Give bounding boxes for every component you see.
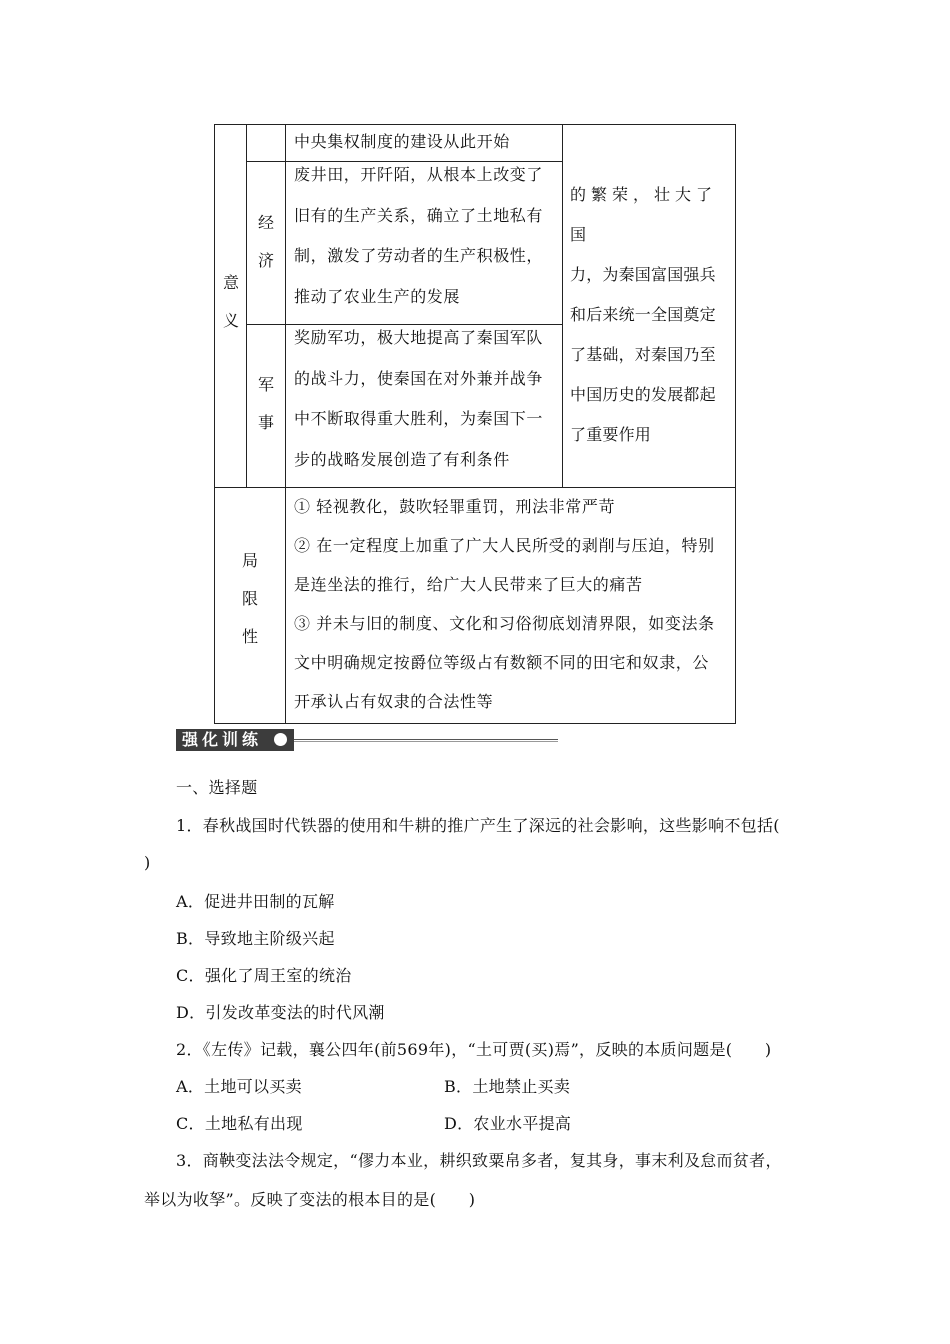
reform-summary-table [214,124,736,724]
question-2-option-c[interactable]: C．土地私有出现 [176,1114,303,1133]
text-line: ③ 并未与旧的制度、文化和习俗彻底划清界限，如变法条 [294,614,715,633]
text-line: 了基础，对秦国乃至 [570,345,716,364]
text-line: 推动了农业生产的发展 [294,286,461,306]
text-line: ① 轻视教化，鼓吹轻罪重罚，刑法非常严苛 [294,497,616,516]
question-2-option-d[interactable]: D．农业水平提高 [444,1114,572,1133]
table-divider [562,124,563,487]
text-line: 的战斗力，使秦国在对外兼并战争 [294,368,544,388]
text-line: ② 在一定程度上加重了广大人民所受的剥削与压迫，特别 [294,536,715,555]
question-1-stem: 1．春秋战国时代铁器的使用和牛耕的推广产生了深远的社会影响，这些影响不包括( [176,816,780,835]
summary-text [570,175,730,455]
section-header-title: 强化训练 [182,730,263,749]
exercise-heading: 一、选择题 [176,778,258,797]
row-political-text: 中央集权制度的建设从此开始 [294,132,510,151]
bullet-dot-icon [274,733,287,746]
text-line: 废井田，开阡陌，从根本上改变了 [294,165,544,184]
text-line: 是连坐法的推行，给广大人民带来了巨大的痛苦 [294,575,643,594]
row-economy-text [294,155,543,317]
section-header [176,727,558,753]
text-line: 步的战略发展创造了有利条件 [294,449,510,469]
text-line: 和后来统一全国奠定 [570,305,716,324]
text-line: 文中明确规定按爵位等级占有数额不同的田宅和奴隶，公 [294,653,710,672]
header-rule [294,739,558,740]
question-1-option-c[interactable]: C．强化了周王室的统治 [176,966,352,985]
question-2-option-b[interactable]: B．土地禁止买卖 [444,1077,571,1096]
question-3-stem: 3．商鞅变法法令规定，“僇力本业，耕织致粟帛多者，复其身，事末利及怠而贫者， [176,1151,782,1170]
table-border-bottom [214,723,736,724]
header-rule [294,741,558,742]
limitation-text [294,487,715,721]
question-1-option-d[interactable]: D．引发改革变法的时代风潮 [176,1003,385,1022]
text-line: 中国历史的发展都起 [570,385,716,404]
military-label: 军 事 [257,375,274,432]
limitation-label: 局 限 性 [241,551,258,646]
text-line: 了重要作用 [570,425,652,444]
question-1-option-a[interactable]: A．促进井田制的瓦解 [176,892,335,911]
significance-label: 意 义 [222,273,239,330]
question-1-stem-cont: ) [144,853,151,872]
question-2-stem: 2．《左传》记载，襄公四年(前569年)，“土可贾(买)焉”，反映的本质问题是( ) [176,1040,772,1059]
row-military-text [294,318,543,480]
table-border-left [214,124,215,724]
text-line: 开承认占有奴隶的合法性等 [294,692,494,711]
table-border-right [735,124,736,724]
text-line: 奖励军功，极大地提高了秦国军队 [294,328,544,347]
question-1-option-b[interactable]: B．导致地主阶级兴起 [176,929,335,948]
economy-label: 经 济 [257,213,274,270]
text-line: 制，激发了劳动者的生产积极性， [294,246,544,265]
question-3-stem-cont: 举以为收孥”。反映了变法的根本目的是( ) [144,1190,476,1209]
text-line: 中不断取得重大胜利，为秦国下一 [294,409,544,428]
table-divider [246,124,247,487]
text-line: 的繁荣，壮大了国 [570,185,718,244]
question-2-option-a[interactable]: A．土地可以买卖 [176,1077,302,1096]
table-divider [285,124,286,724]
text-line: 旧有的生产关系，确立了土地私有 [294,205,544,225]
text-line: 力，为秦国富国强兵 [570,265,716,284]
